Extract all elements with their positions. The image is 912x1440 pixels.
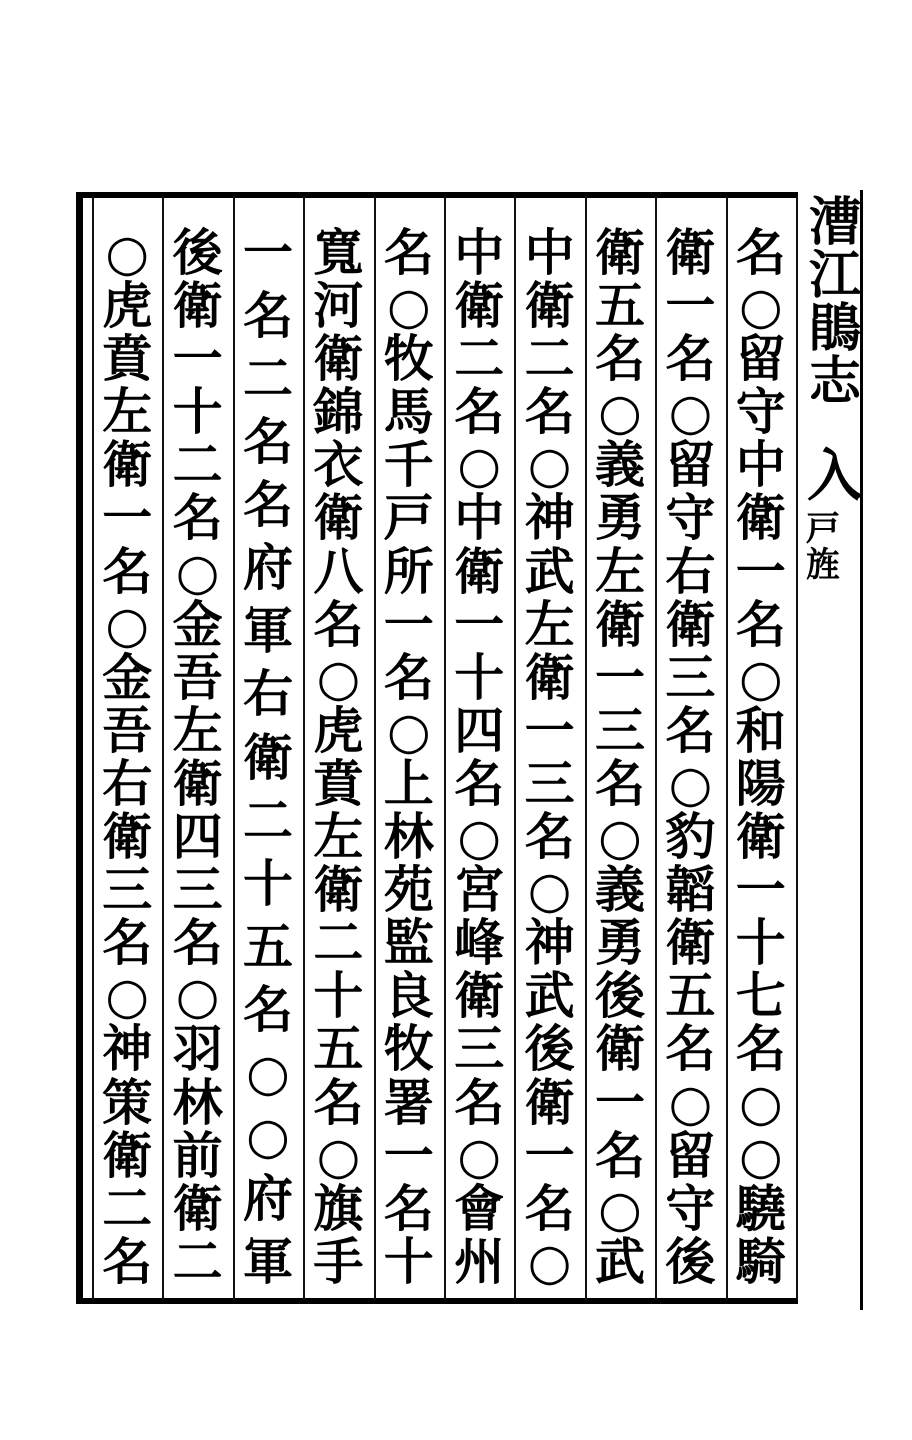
glyph: ○ bbox=[246, 1105, 290, 1165]
column-divider bbox=[162, 196, 164, 1300]
glyph: 衛 bbox=[665, 913, 716, 973]
glyph: 衛 bbox=[524, 647, 575, 707]
glyph: 衛 bbox=[454, 541, 505, 601]
section-marker bbox=[806, 443, 864, 585]
glyph: 名 bbox=[595, 753, 645, 813]
glyph: 三 bbox=[595, 700, 645, 760]
glyph: 林 bbox=[383, 807, 434, 867]
glyph: 名 bbox=[243, 286, 293, 346]
text-column bbox=[306, 223, 370, 1291]
glyph: 五 bbox=[313, 1019, 364, 1079]
glyph: 三 bbox=[524, 753, 575, 813]
glyph: 二 bbox=[313, 913, 364, 973]
glyph: 名 bbox=[735, 1019, 786, 1079]
glyph: 衛 bbox=[102, 435, 153, 495]
glyph: 豹 bbox=[665, 807, 716, 867]
glyph: 虎 bbox=[313, 700, 364, 760]
glyph: 名 bbox=[243, 412, 293, 472]
glyph: 一 bbox=[595, 647, 645, 707]
glyph: 七 bbox=[735, 966, 786, 1026]
glyph: 一 bbox=[383, 1125, 434, 1185]
glyph: 武 bbox=[524, 966, 575, 1026]
glyph: ○ bbox=[457, 1125, 501, 1185]
glyph: 武 bbox=[595, 1231, 645, 1291]
glyph: 衛 bbox=[735, 488, 786, 548]
glyph: 林 bbox=[172, 1072, 223, 1132]
glyph: 旗 bbox=[313, 1178, 364, 1238]
glyph: 名 bbox=[102, 541, 153, 601]
glyph: ○ bbox=[105, 594, 149, 654]
glyph: 十 bbox=[383, 1231, 434, 1291]
glyph: 左 bbox=[595, 541, 645, 601]
glyph: 十 bbox=[313, 966, 364, 1026]
column-divider bbox=[92, 196, 94, 1300]
glyph: 軍 bbox=[243, 1232, 293, 1291]
glyph: 義 bbox=[595, 860, 645, 920]
glyph: 衛 bbox=[735, 807, 786, 867]
glyph: 四 bbox=[454, 700, 505, 760]
glyph: 留 bbox=[665, 435, 716, 495]
glyph: 衛 bbox=[524, 1072, 575, 1132]
glyph: 五 bbox=[595, 276, 645, 336]
glyph: 二 bbox=[172, 435, 223, 495]
glyph: 二 bbox=[172, 1231, 223, 1291]
column-divider bbox=[655, 196, 657, 1300]
glyph: 監 bbox=[383, 913, 434, 973]
glyph: 州 bbox=[454, 1231, 505, 1291]
glyph: 衛 bbox=[595, 223, 645, 282]
glyph: 衛 bbox=[172, 276, 223, 336]
glyph: 勇 bbox=[595, 488, 645, 548]
glyph: 名 bbox=[383, 647, 434, 707]
glyph: 武 bbox=[524, 541, 575, 601]
glyph: 左 bbox=[102, 382, 153, 442]
glyph: ○ bbox=[598, 1178, 642, 1238]
glyph: 名 bbox=[595, 1125, 645, 1185]
glyph: 十 bbox=[454, 647, 505, 707]
section-mark: 入 bbox=[807, 443, 863, 509]
glyph: 神 bbox=[524, 488, 575, 548]
glyph: ○ bbox=[738, 647, 783, 707]
text-column bbox=[377, 223, 441, 1291]
glyph: 虎 bbox=[102, 276, 153, 336]
book-title: 漕 江 鵑 志 bbox=[808, 192, 861, 413]
glyph: 名 bbox=[172, 488, 223, 548]
glyph: 中 bbox=[454, 223, 505, 282]
glyph: 戸 bbox=[383, 488, 434, 548]
section-label: 戸旌 bbox=[806, 509, 840, 585]
glyph: ○ bbox=[668, 753, 713, 813]
glyph: 千 bbox=[383, 435, 434, 495]
glyph: 金 bbox=[102, 647, 153, 707]
glyph: 名 bbox=[383, 223, 434, 282]
glyph: 一 bbox=[172, 329, 223, 389]
glyph: ○ bbox=[246, 1042, 290, 1102]
glyph: 名 bbox=[595, 329, 645, 389]
glyph: 所 bbox=[383, 541, 434, 601]
text-column bbox=[447, 223, 511, 1291]
text-column bbox=[658, 223, 722, 1291]
text-column bbox=[588, 223, 652, 1291]
glyph: 名 bbox=[735, 223, 786, 282]
glyph: 二 bbox=[102, 1178, 153, 1238]
glyph: 騎 bbox=[735, 1231, 786, 1291]
glyph: 名 bbox=[665, 700, 716, 760]
glyph: 守 bbox=[665, 1178, 716, 1238]
glyph: 牧 bbox=[383, 329, 434, 389]
glyph: 賁 bbox=[102, 329, 153, 389]
glyph: 名 bbox=[524, 807, 575, 867]
glyph: 名 bbox=[102, 1231, 153, 1291]
glyph: 名 bbox=[665, 329, 716, 389]
glyph: 賁 bbox=[313, 753, 364, 813]
glyph: 名 bbox=[665, 1019, 716, 1079]
glyph: 名 bbox=[524, 382, 575, 442]
glyph: 一 bbox=[102, 488, 153, 548]
glyph: 中 bbox=[454, 488, 505, 548]
glyph: 手 bbox=[313, 1231, 364, 1291]
glyph: ○ bbox=[386, 700, 431, 760]
glyph: 名 bbox=[172, 913, 223, 973]
glyph: 守 bbox=[735, 382, 786, 442]
glyph: 一 bbox=[665, 276, 716, 336]
glyph: 衛 bbox=[595, 1019, 645, 1079]
glyph: 十 bbox=[735, 913, 786, 973]
text-column bbox=[518, 223, 582, 1291]
glyph: 名 bbox=[454, 753, 505, 813]
glyph: 吾 bbox=[102, 700, 153, 760]
glyph: 一 bbox=[383, 594, 434, 654]
glyph: 馬 bbox=[383, 382, 434, 442]
glyph: 一 bbox=[243, 223, 293, 282]
glyph: 宮 bbox=[454, 860, 505, 920]
glyph: 五 bbox=[665, 966, 716, 1026]
glyph: 中 bbox=[735, 435, 786, 495]
glyph: 二 bbox=[243, 349, 293, 409]
glyph: 四 bbox=[172, 807, 223, 867]
glyph: 右 bbox=[102, 753, 153, 813]
glyph: 衛 bbox=[102, 1125, 153, 1185]
glyph: ○ bbox=[598, 382, 642, 442]
column-divider bbox=[514, 196, 516, 1300]
glyph: ○ bbox=[105, 966, 149, 1026]
glyph: 羽 bbox=[172, 1019, 223, 1079]
glyph: 牧 bbox=[383, 1019, 434, 1079]
glyph: 留 bbox=[735, 329, 786, 389]
glyph: 三 bbox=[454, 1019, 505, 1079]
glyph: 衛 bbox=[524, 276, 575, 336]
glyph: 一 bbox=[524, 1125, 575, 1185]
glyph: ○ bbox=[105, 223, 149, 282]
glyph: 一 bbox=[524, 700, 575, 760]
glyph: ○ bbox=[175, 541, 220, 601]
glyph: 後 bbox=[595, 966, 645, 1026]
glyph: 後 bbox=[524, 1019, 575, 1079]
glyph: 一 bbox=[454, 594, 505, 654]
text-column bbox=[729, 223, 793, 1291]
glyph: 一 bbox=[735, 860, 786, 920]
glyph: 五 bbox=[243, 916, 293, 976]
glyph: 神 bbox=[102, 1019, 153, 1079]
glyph: ○ bbox=[527, 860, 572, 920]
glyph: ○ bbox=[527, 1231, 572, 1291]
glyph: 金 bbox=[172, 594, 223, 654]
glyph: ○ bbox=[668, 382, 713, 442]
glyph: ○ bbox=[457, 807, 501, 867]
glyph: ○ bbox=[457, 435, 501, 495]
glyph: 留 bbox=[665, 1125, 716, 1185]
glyph: 衛 bbox=[172, 753, 223, 813]
glyph: 衛 bbox=[313, 860, 364, 920]
glyph: 衛 bbox=[665, 594, 716, 654]
glyph: 驍 bbox=[735, 1178, 786, 1238]
glyph: 名 bbox=[383, 1178, 434, 1238]
glyph: 三 bbox=[665, 647, 716, 707]
glyph: 後 bbox=[172, 223, 223, 282]
glyph: ○ bbox=[738, 1125, 783, 1185]
glyph: 左 bbox=[313, 807, 364, 867]
glyph: 勇 bbox=[595, 913, 645, 973]
column-divider bbox=[233, 196, 235, 1300]
glyph: 衛 bbox=[102, 807, 153, 867]
glyph: 良 bbox=[383, 966, 434, 1026]
glyph: 守 bbox=[665, 488, 716, 548]
glyph: 義 bbox=[595, 435, 645, 495]
glyph: 衛 bbox=[454, 276, 505, 336]
glyph: 十 bbox=[243, 853, 293, 913]
glyph: ○ bbox=[175, 966, 220, 1026]
glyph: 錦 bbox=[313, 382, 364, 442]
glyph: 衛 bbox=[454, 966, 505, 1026]
glyph: 十 bbox=[172, 382, 223, 442]
glyph: 二 bbox=[454, 329, 505, 389]
glyph: 衛 bbox=[313, 329, 364, 389]
glyph: 署 bbox=[383, 1072, 434, 1132]
glyph: 衛 bbox=[243, 727, 293, 787]
glyph: 衛 bbox=[313, 488, 364, 548]
glyph: ○ bbox=[316, 647, 361, 707]
glyph: 府 bbox=[243, 1168, 293, 1228]
glyph: 左 bbox=[524, 594, 575, 654]
glyph: 二 bbox=[243, 790, 293, 850]
glyph: 後 bbox=[665, 1231, 716, 1291]
glyph: 衛 bbox=[172, 1178, 223, 1238]
glyph: 衣 bbox=[313, 435, 364, 495]
glyph: 和 bbox=[735, 700, 786, 760]
glyph: 衛 bbox=[665, 223, 716, 282]
glyph: 衛 bbox=[595, 594, 645, 654]
glyph: 右 bbox=[665, 541, 716, 601]
column-divider bbox=[303, 196, 305, 1300]
glyph: 二 bbox=[524, 329, 575, 389]
glyph: ○ bbox=[738, 276, 783, 336]
glyph: 名 bbox=[313, 594, 364, 654]
glyph: 名 bbox=[313, 1072, 364, 1132]
glyph: ○ bbox=[386, 276, 431, 336]
glyph: 前 bbox=[172, 1125, 223, 1185]
text-column bbox=[166, 223, 230, 1291]
glyph: 河 bbox=[313, 276, 364, 336]
text-column bbox=[236, 223, 300, 1291]
glyph: 軍 bbox=[243, 601, 293, 661]
glyph: 名 bbox=[524, 1178, 575, 1238]
glyph: 府 bbox=[243, 538, 293, 598]
glyph: 上 bbox=[383, 753, 434, 813]
glyph: ○ bbox=[598, 807, 642, 867]
glyph: 策 bbox=[102, 1072, 153, 1132]
column-divider bbox=[444, 196, 446, 1300]
glyph: 右 bbox=[243, 664, 293, 724]
glyph: ○ bbox=[316, 1125, 361, 1185]
glyph: 神 bbox=[524, 913, 575, 973]
glyph: 會 bbox=[454, 1178, 505, 1238]
glyph: 陽 bbox=[735, 753, 786, 813]
glyph: 名 bbox=[454, 382, 505, 442]
glyph: ○ bbox=[527, 435, 572, 495]
glyph: ○ bbox=[738, 1072, 783, 1132]
glyph: 峰 bbox=[454, 913, 505, 973]
glyph: 名 bbox=[243, 475, 293, 535]
glyph: ○ bbox=[668, 1072, 713, 1132]
glyph: 中 bbox=[524, 223, 575, 282]
glyph: 八 bbox=[313, 541, 364, 601]
glyph: 左 bbox=[172, 700, 223, 760]
glyph: 三 bbox=[102, 860, 153, 920]
column-divider bbox=[796, 196, 798, 1300]
glyph: 名 bbox=[735, 594, 786, 654]
column-divider bbox=[374, 196, 376, 1300]
glyph: 名 bbox=[454, 1072, 505, 1132]
text-column bbox=[95, 223, 159, 1291]
glyph: 吾 bbox=[172, 647, 223, 707]
glyph: 三 bbox=[172, 860, 223, 920]
glyph: 韜 bbox=[665, 860, 716, 920]
glyph: 一 bbox=[735, 541, 786, 601]
column-divider bbox=[585, 196, 587, 1300]
glyph: 名 bbox=[243, 979, 293, 1039]
glyph: 苑 bbox=[383, 860, 434, 920]
column-divider bbox=[726, 196, 728, 1300]
glyph: 寬 bbox=[313, 223, 364, 282]
glyph: 一 bbox=[595, 1072, 645, 1132]
glyph: 名 bbox=[102, 913, 153, 973]
